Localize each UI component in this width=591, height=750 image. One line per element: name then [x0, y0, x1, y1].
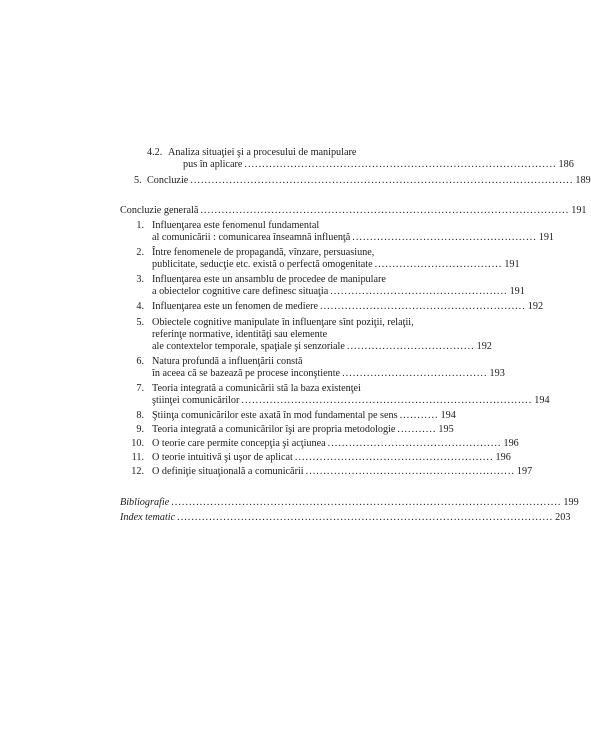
- toc-entry-concluzie-generala: [120, 205, 587, 217]
- toc-entry-text: Concluzie generală: [120, 205, 199, 216]
- toc-item-2: [152, 259, 520, 271]
- toc-item-number: 3.: [136, 274, 144, 285]
- toc-item-12: [152, 466, 533, 478]
- toc-entry-text: Bibliografie: [120, 497, 170, 508]
- toc-page-number: 191: [538, 232, 555, 243]
- toc-item-6: [152, 368, 505, 380]
- toc-item-line2: în aceea că se bazează pe procese inconştiente: [152, 368, 341, 379]
- toc-page-number: 186: [558, 159, 574, 170]
- toc-entry-4-2-line1: Analiza situaţiei şi a procesului de manipulare: [168, 147, 357, 158]
- toc-entry-index-tematic: [120, 512, 571, 524]
- dot-leader: ..................................................: [330, 286, 508, 297]
- toc-number-4-2: 4.2.: [147, 147, 163, 158]
- toc-item-number: 7.: [136, 383, 144, 394]
- toc-item-number: 5.: [136, 317, 144, 328]
- toc-page-number: 192: [476, 341, 492, 352]
- toc-page-number: 191: [571, 205, 587, 216]
- toc-page-number: 195: [438, 424, 454, 435]
- dot-leader: ...........: [399, 410, 439, 421]
- toc-item-number: 12.: [131, 466, 144, 477]
- toc-item-line1: Teoria integrată a comunicărilor îşi are propria metodologie: [152, 424, 396, 435]
- toc-item-10: [152, 438, 519, 450]
- toc-item-11: [152, 452, 511, 464]
- dot-leader: ....................................: [374, 259, 503, 270]
- toc-item-line2: ştiinţei comunicărilor: [152, 395, 240, 406]
- toc-item-number: 1.: [136, 220, 144, 231]
- dot-leader: ..........................................................................................................: [177, 512, 554, 523]
- dot-leader: ....................................: [346, 341, 475, 352]
- toc-entry-bibliografie: [120, 497, 579, 509]
- toc-page-number: 191: [504, 259, 520, 270]
- toc-item-4: [152, 301, 544, 313]
- toc-page-number: 199: [563, 497, 579, 508]
- toc-page-number: 189: [575, 175, 591, 186]
- toc-item-line1: O definiţie situaţională a comunicării: [152, 466, 304, 477]
- toc-item-number: 6.: [136, 356, 144, 367]
- toc-page-number: 191: [509, 286, 525, 297]
- dot-leader: ....................................................: [352, 232, 537, 243]
- toc-item-line1: O teorie intuitivă şi uşor de aplicat: [152, 452, 293, 463]
- toc-item-number: 8.: [136, 410, 144, 421]
- toc-page-number: 193: [489, 368, 505, 379]
- toc-item-number: 10.: [131, 438, 144, 449]
- dot-leader: ........................................................................................................: [200, 205, 570, 216]
- toc-page-number: 197: [516, 466, 533, 477]
- toc-item-number: 4.: [136, 301, 144, 312]
- toc-entry-5: [147, 175, 591, 187]
- toc-item-line1: Influenţarea este un ansamblu de procedee de manipulare: [152, 274, 386, 285]
- toc-item-1: [152, 232, 555, 244]
- toc-item-line1: Teoria integrată a comunicării stă la baza existenţei: [152, 383, 361, 394]
- toc-item-8: [152, 410, 456, 422]
- toc-item-line1: Influenţarea este un fenomen de mediere: [152, 301, 319, 312]
- toc-item-7: [152, 395, 550, 407]
- toc-page-number: 192: [527, 301, 544, 312]
- toc-item-line2: a obiectelor cognitive care definesc situaţia: [152, 286, 329, 297]
- dot-leader: ..............................................................................................................: [171, 497, 562, 508]
- toc-item-line1: O teorie care permite concepţia şi acţiunea: [152, 438, 326, 449]
- toc-item-line1: Între fenomenele de propagandă, vînzare, persuasiune,: [152, 247, 375, 258]
- dot-leader: ...........................................................: [305, 466, 515, 477]
- dot-leader: .................................................: [327, 438, 502, 449]
- toc-page-number: 194: [440, 410, 456, 421]
- toc-entry-4-2: [183, 159, 574, 171]
- toc-item-number: 11.: [131, 452, 144, 463]
- toc-item-line3: ale contextelor temporale, spaţiale şi senzoriale: [152, 341, 345, 352]
- toc-item-line2: publicitate, seducţie etc. există o perfectă omogenitate: [152, 259, 373, 270]
- toc-item-line2: al comunicării : comunicarea înseamnă influenţă: [152, 232, 351, 243]
- toc-item-9: [152, 424, 454, 436]
- dot-leader: ..................................................................................: [241, 395, 533, 406]
- dot-leader: ........................................................: [294, 452, 494, 463]
- dot-leader: ........................................................................................: [244, 159, 557, 170]
- toc-item-5: [152, 341, 492, 353]
- toc-item-number: 9.: [136, 424, 144, 435]
- toc-page-number: 196: [503, 438, 519, 449]
- toc-entry-4-2-line2: pus în aplicare: [183, 159, 243, 170]
- toc-item-line1: Ştiinţa comunicărilor este axată în mod fundamental pe sens: [152, 410, 398, 421]
- toc-item-number: 2.: [136, 247, 144, 258]
- dot-leader: ...........: [397, 424, 437, 435]
- toc-page-number: 203: [555, 512, 571, 523]
- toc-page-number: 196: [495, 452, 511, 463]
- dot-leader: ............................................................................................................: [190, 175, 574, 186]
- toc-item-line1: Natura profundă a influenţării constă: [152, 356, 303, 367]
- toc-item-line1: Influenţarea este fenomenul fundamental: [152, 220, 320, 231]
- toc-entry-5-text: Concluzie: [147, 175, 189, 186]
- dot-leader: .........................................: [342, 368, 488, 379]
- toc-page-number: 194: [534, 395, 550, 406]
- toc-item-3: [152, 286, 525, 298]
- dot-leader: ..........................................................: [320, 301, 526, 312]
- toc-number-5: 5.: [134, 175, 142, 186]
- toc-entry-text: Index tematic: [120, 512, 176, 523]
- toc-item-line2: referinţe normative, identităţi sau elemente: [152, 329, 328, 340]
- toc-item-line1: Obiectele cognitive manipulate în influenţare sînt poziţii, relaţii,: [152, 317, 414, 328]
